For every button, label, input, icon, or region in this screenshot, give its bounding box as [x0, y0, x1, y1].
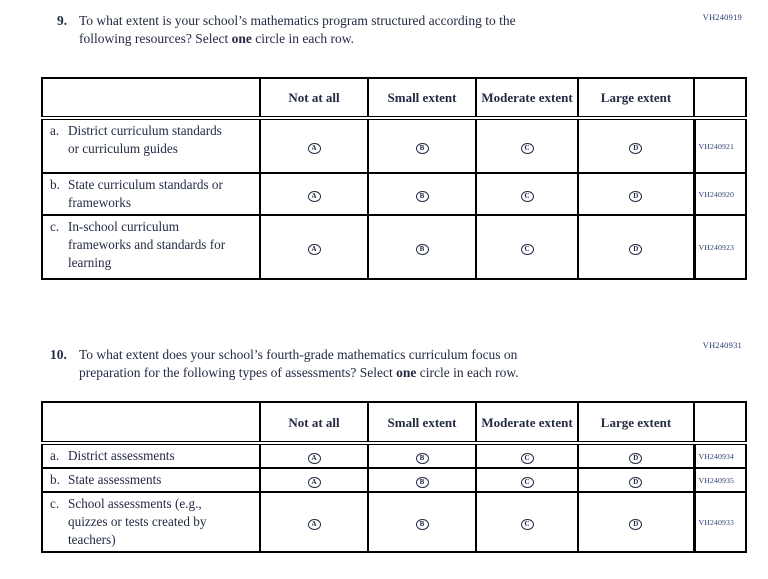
option-circle-d[interactable]: D: [629, 143, 642, 154]
q10-row-a-option-d-cell: [578, 443, 694, 468]
table-row: [42, 118, 746, 173]
q10-header-not-at-all: Not at all: [260, 402, 368, 443]
option-circle-c[interactable]: C: [521, 519, 534, 530]
q9-row-a-option-b-cell: [368, 118, 476, 173]
q9-row-c-option-d-cell: [578, 215, 694, 279]
question-9-text: [79, 12, 689, 48]
q9-row-b-label-cell: [42, 173, 260, 215]
q10-row-c-label-cell: [42, 492, 260, 552]
option-circle-d[interactable]: D: [629, 244, 642, 255]
q9-row-b-option-a-cell: [260, 173, 368, 215]
q10-row-b-option-c-cell: [476, 468, 578, 492]
option-circle-a[interactable]: A: [308, 143, 321, 154]
question-9-line2-post: circle in each row.: [251, 31, 355, 46]
question-10-line2-pre: preparation for the following types of assessments? Select: [79, 365, 397, 380]
q10-row-b-label-cell: [42, 468, 260, 492]
row-letter: a.: [50, 448, 60, 463]
table-row: [42, 468, 746, 492]
q9-row-c-option-a-cell: [260, 215, 368, 279]
option-circle-d[interactable]: D: [629, 519, 642, 530]
option-circle-c[interactable]: C: [521, 143, 534, 154]
option-circle-b[interactable]: B: [416, 143, 429, 154]
q10-row-b-label: [50, 471, 255, 489]
table-row: [42, 492, 746, 552]
question-9-bold-word: one: [231, 31, 252, 46]
q10-row-c-option-b-cell: [368, 492, 476, 552]
q9-row-c-label: [50, 218, 255, 272]
option-circle-d[interactable]: D: [629, 453, 642, 464]
option-circle-b[interactable]: B: [416, 519, 429, 530]
row-code: VH240921: [694, 118, 746, 173]
question-9-table: [41, 77, 747, 280]
option-circle-d[interactable]: D: [629, 477, 642, 488]
q10-row-c-option-a-cell: [260, 492, 368, 552]
q10-row-b-option-b-cell: [368, 468, 476, 492]
question-10-section: [0, 340, 768, 382]
q9-row-c-option-b-cell: [368, 215, 476, 279]
q10-row-c-option-d-cell: [578, 492, 694, 552]
option-circle-b[interactable]: B: [416, 244, 429, 255]
q10-row-a-option-a-cell: [260, 443, 368, 468]
option-circle-b[interactable]: B: [416, 191, 429, 202]
q10-row-c-option-c-cell: [476, 492, 578, 552]
option-circle-a[interactable]: A: [308, 519, 321, 530]
option-circle-c[interactable]: C: [521, 191, 534, 202]
row-letter: c.: [50, 496, 60, 511]
row-letter: b.: [50, 177, 60, 192]
row-letter: b.: [50, 472, 60, 487]
option-circle-a[interactable]: A: [308, 453, 321, 464]
q10-row-a-option-b-cell: [368, 443, 476, 468]
table-row: [42, 173, 746, 215]
row-label-text: District assessments: [68, 448, 175, 463]
option-circle-c[interactable]: C: [521, 453, 534, 464]
q10-header-code-col: [694, 402, 746, 443]
row-label-text: School assessments (e.g., quizzes or tests created by teachers): [68, 496, 207, 547]
row-letter: a.: [50, 123, 60, 138]
q10-row-a-label-cell: [42, 443, 260, 468]
q9-row-a-option-c-cell: [476, 118, 578, 173]
question-10-corner-code: VH240931: [702, 340, 742, 350]
question-9-number: 9.: [57, 13, 68, 28]
question-9-prompt: [0, 12, 768, 48]
q9-row-c-option-c-cell: [476, 215, 578, 279]
question-10-line1: To what extent does your school’s fourth-grade mathematics curriculum focus on: [79, 347, 518, 362]
q9-row-c-label-cell: [42, 215, 260, 279]
q10-row-a-option-c-cell: [476, 443, 578, 468]
q9-row-a-label: [50, 122, 255, 158]
row-label-text: In-school curriculum frameworks and standards for learning: [68, 219, 226, 270]
option-circle-a[interactable]: A: [308, 191, 321, 202]
option-circle-c[interactable]: C: [521, 477, 534, 488]
q9-row-b-label: [50, 176, 255, 212]
option-circle-a[interactable]: A: [308, 244, 321, 255]
option-circle-b[interactable]: B: [416, 477, 429, 488]
q9-header-not-at-all: Not at all: [260, 78, 368, 118]
q9-row-a-label-cell: [42, 118, 260, 173]
row-code: VH240920: [694, 173, 746, 215]
table-row: [42, 215, 746, 279]
q10-header-moderate-extent: Moderate extent: [476, 402, 578, 443]
row-code: VH240935: [694, 468, 746, 492]
question-10-table: [41, 401, 747, 553]
q9-row-b-option-c-cell: [476, 173, 578, 215]
option-circle-d[interactable]: D: [629, 191, 642, 202]
q10-header-large-extent: Large extent: [578, 402, 694, 443]
q9-header-code-col: [694, 78, 746, 118]
row-code: VH240923: [694, 215, 746, 279]
q9-header-large-extent: Large extent: [578, 78, 694, 118]
q10-row-c-label: [50, 495, 255, 549]
question-9-line1: To what extent is your school’s mathematics program structured according to the: [79, 13, 516, 28]
row-code: VH240933: [694, 492, 746, 552]
q9-row-a-option-d-cell: [578, 118, 694, 173]
q10-header-small-extent: Small extent: [368, 402, 476, 443]
question-10-bold-word: one: [396, 365, 417, 380]
question-9-section: [0, 12, 768, 48]
question-9-line2-pre: following resources? Select: [79, 31, 232, 46]
row-label-text: State curriculum standards or frameworks: [68, 177, 223, 210]
q9-header-small-extent: Small extent: [368, 78, 476, 118]
question-10-prompt: [0, 346, 768, 382]
q10-header-empty: [42, 402, 260, 443]
q10-header-row: [42, 402, 746, 443]
question-9-corner-code: VH240919: [702, 12, 742, 22]
question-10-line2-post: circle in each row.: [416, 365, 519, 380]
q9-row-b-option-b-cell: [368, 173, 476, 215]
row-letter: c.: [50, 219, 60, 234]
row-label-text: State assessments: [68, 472, 162, 487]
option-circle-a[interactable]: A: [308, 477, 321, 488]
row-label-text: District curriculum standards or curriculum guides: [68, 123, 222, 156]
q10-row-b-option-a-cell: [260, 468, 368, 492]
option-circle-b[interactable]: B: [416, 453, 429, 464]
q9-row-a-option-a-cell: [260, 118, 368, 173]
q10-row-b-option-d-cell: [578, 468, 694, 492]
table-row: [42, 443, 746, 468]
q9-header-moderate-extent: Moderate extent: [476, 78, 578, 118]
q9-header-row: [42, 78, 746, 118]
question-10-text: [79, 346, 689, 382]
question-10-number: 10.: [50, 347, 67, 362]
q10-row-a-label: [50, 447, 255, 465]
option-circle-c[interactable]: C: [521, 244, 534, 255]
q9-row-b-option-d-cell: [578, 173, 694, 215]
q9-header-empty: [42, 78, 260, 118]
row-code: VH240934: [694, 443, 746, 468]
